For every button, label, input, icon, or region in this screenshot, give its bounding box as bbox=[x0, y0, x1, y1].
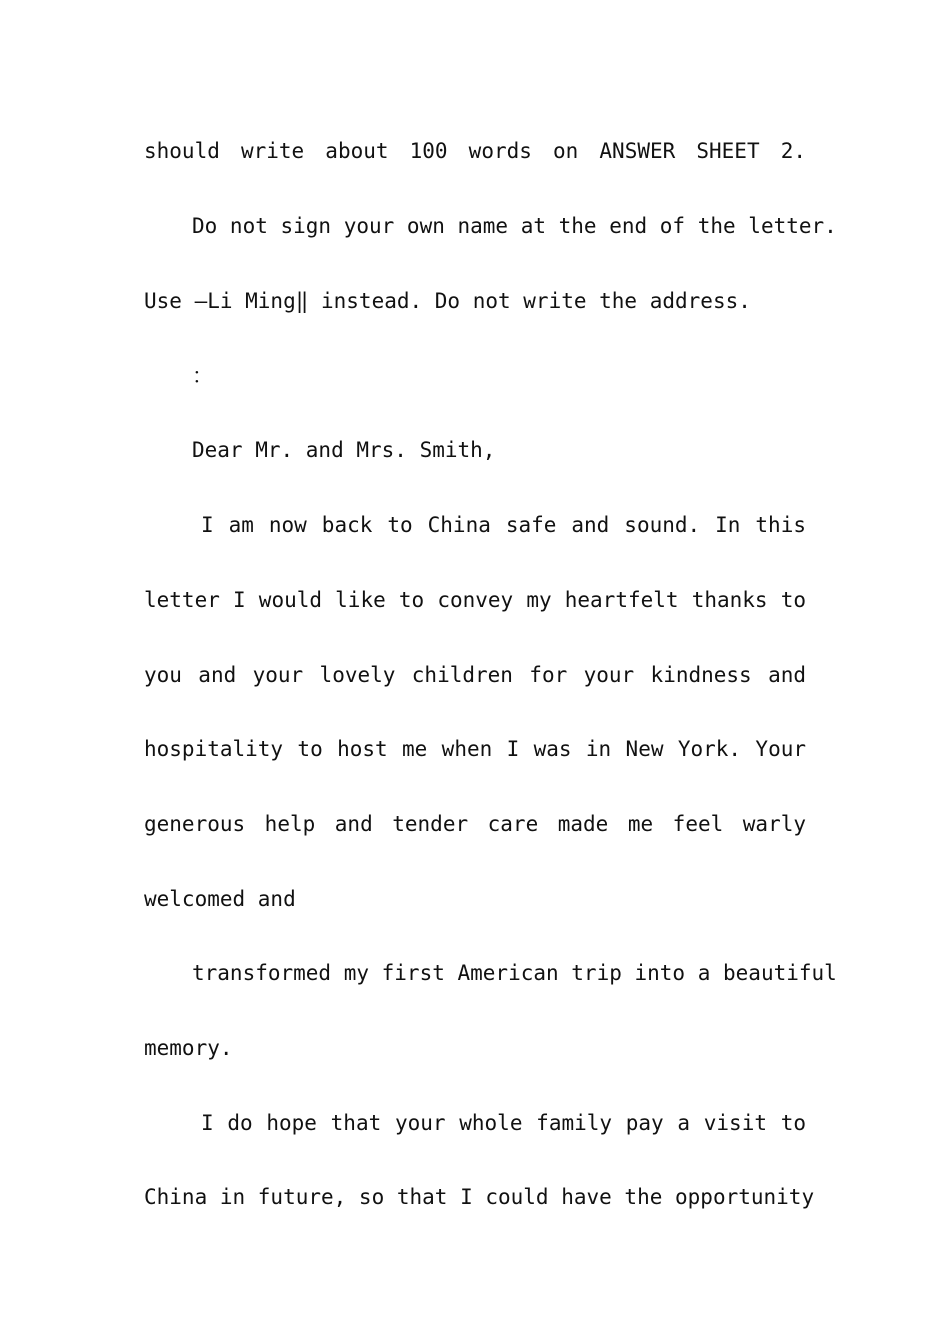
instruction-line-1: should write about 100 words on ANSWER SHEET 2. bbox=[144, 139, 806, 163]
letter-body-line: memory. bbox=[144, 1036, 233, 1060]
instruction-line-2: Do not sign your own name at the end of the letter. bbox=[192, 214, 837, 238]
letter-body-line: China in future, so that I could have the opportunity bbox=[144, 1185, 815, 1209]
colon-marker: ： bbox=[192, 364, 213, 388]
instruction-line-3: Use ―Li Ming‖ instead. Do not write the address. bbox=[144, 289, 751, 313]
letter-body-line: you and your lovely children for your kindness and bbox=[144, 663, 806, 687]
letter-salutation: Dear Mr. and Mrs. Smith, bbox=[192, 438, 496, 462]
letter-body-line: letter I would like to convey my heartfelt thanks to bbox=[144, 588, 806, 612]
letter-body-line: transformed my first American trip into a beautiful bbox=[192, 961, 837, 985]
letter-body-line: welcomed and bbox=[144, 887, 296, 911]
letter-body-line: I am now back to China safe and sound. In this bbox=[201, 513, 806, 537]
letter-body-line: I do hope that your whole family pay a visit to bbox=[201, 1111, 806, 1135]
letter-body-line: generous help and tender care made me feel warly bbox=[144, 812, 806, 836]
letter-body-line: hospitality to host me when I was in New York. Your bbox=[144, 737, 806, 761]
